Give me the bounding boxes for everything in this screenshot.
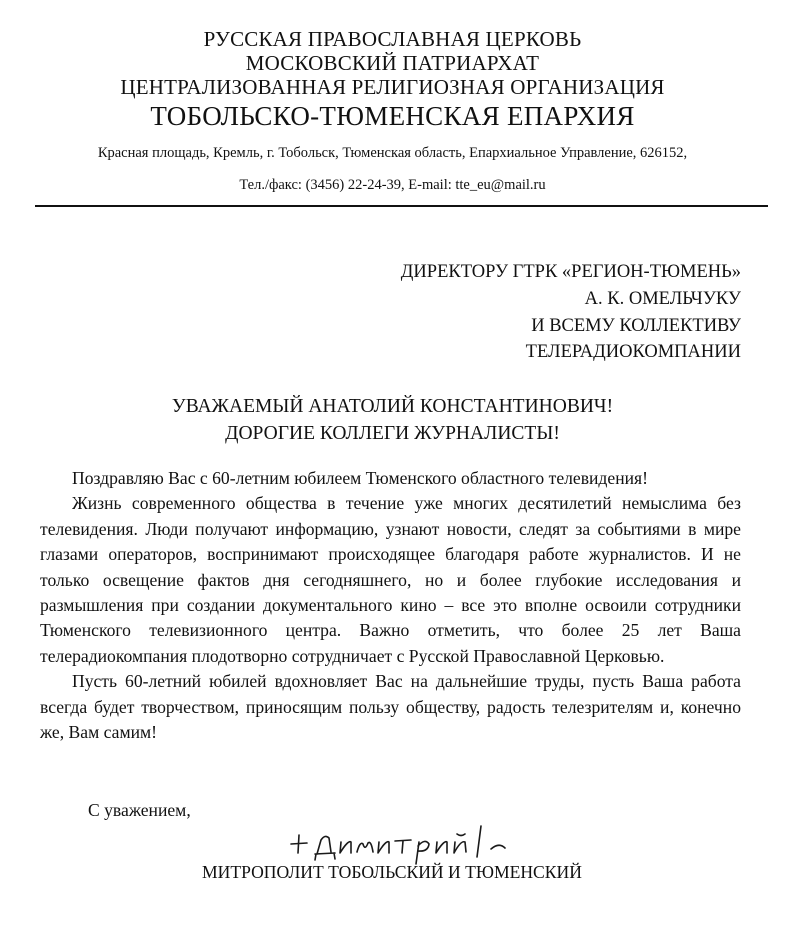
salutation-line-1: УВАЖАЕМЫЙ АНАТОЛИЙ КОНСТАНТИНОВИЧ! <box>171 396 614 417</box>
church-name: РУССКАЯ ПРАВОСЛАВНАЯ ЦЕРКОВЬ <box>203 27 582 51</box>
patriarchate-name: МОСКОВСКИЙ ПАТРИАРХАТ <box>245 51 540 75</box>
diocese-name: ТОБОЛЬСКО-ТЮМЕНСКАЯ ЕПАРХИЯ <box>150 101 635 131</box>
closing-phrase: С уважением, <box>88 800 191 820</box>
salutation-line-2: ДОРОГИЕ КОЛЛЕГИ ЖУРНАЛИСТЫ! <box>225 423 560 444</box>
addressee-line-3: И ВСЕМУ КОЛЛЕКТИВУ <box>531 316 741 336</box>
paragraph-wishes: Пусть 60-летний юбилей вдохновляет Вас на дальнейшие труды, пусть Ваша работа всегда будет творчеством, приносящим пользу обществу, радость телезрителям и, конечно же, Вам самим! <box>40 671 741 743</box>
paragraph-congratulation: Поздравляю Вас с 60-летним юбилеем Тюменского областного телевидения! <box>72 468 648 488</box>
diocese-contacts: Тел./факс: (3456) 22-24-39, E-mail: tte_eu@mail.ru <box>239 177 546 193</box>
addressee-line-1: ДИРЕКТОРУ ГТРК «РЕГИОН-ТЮМЕНЬ» <box>400 262 741 282</box>
addressee-line-4: ТЕЛЕРАДИОКОМПАНИИ <box>525 342 741 362</box>
diocese-address: Красная площадь, Кремль, г. Тобольск, Тюменская область, Епархиальное Управление, 626152, <box>97 145 688 161</box>
letter-body <box>40 466 741 745</box>
signer-title: МИТРОПОЛИТ ТОБОЛЬСКИЙ И ТЮМЕНСКИЙ <box>202 862 582 882</box>
addressee-line-2: А. К. ОМЕЛЬЧУКУ <box>584 289 741 309</box>
organization-type: ЦЕНТРАЛИЗОВАННАЯ РЕЛИГИОЗНАЯ ОРГАНИЗАЦИЯ <box>120 75 665 99</box>
paragraph-main: Жизнь современного общества в течение уже многих десятилетий немыслима без телевидения. Люди получают информацию, узнают новости, следят за событиями в мире глазами операторов, воспринимают происходящее благодаря работе журналистов. И не только освещение фактов дня сегодняшнего, но и более глубокие исследования и размышления при создании документального кино – все это вполне освоили сотрудники Тюменского телевизионного центра. Важно отметить, что более 25 лет Ваша телерадиокомпания плодотворно сотрудничает с Русской Православной Церковью. <box>40 493 741 666</box>
header-divider <box>35 205 768 207</box>
